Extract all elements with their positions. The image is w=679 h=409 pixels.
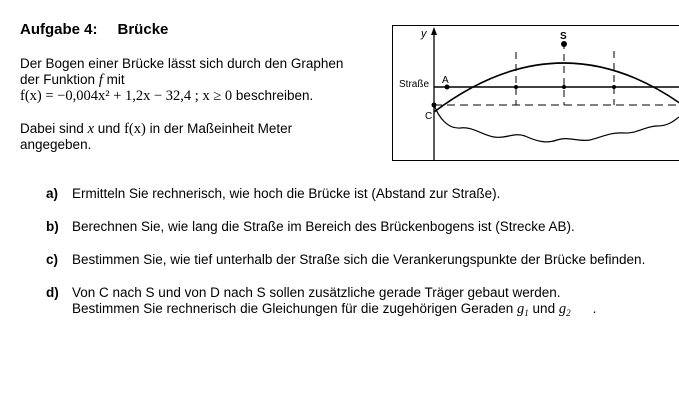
bridge-figure — [392, 25, 679, 161]
road-mark-1 — [514, 85, 518, 89]
intro-line-1: Der Bogen einer Brücke lässt sich durch den Graphen — [20, 56, 344, 71]
label-y: y — [421, 28, 427, 40]
label-a: A — [442, 75, 449, 86]
task-d — [46, 285, 646, 321]
line-g1: $g_1$ — [517, 301, 529, 318]
var-fx: f(x) — [124, 121, 146, 137]
function-letter: f — [98, 72, 103, 88]
task-heading — [20, 21, 168, 38]
task-a-text: Ermitteln Sie rechnerisch, wie hoch die Brücke ist (Abstand zur Straße). — [72, 186, 501, 201]
task-list — [46, 186, 646, 338]
task-b — [46, 219, 646, 235]
label-c: C — [425, 111, 433, 122]
function-formula: f(x) = −0,004x² + 1,2x − 32,4 ; x ≥ 0 — [20, 88, 233, 104]
task-a — [46, 186, 646, 202]
task-c-text: Bestimmen Sie, wie tief unterhalb der Straße sich die Verankerungspunkte der Brücke befinden. — [72, 252, 646, 267]
task-c — [46, 252, 646, 268]
road-mark-3 — [612, 85, 616, 89]
road-mark-2 — [562, 85, 566, 89]
task-a-label: a) — [46, 186, 59, 201]
intro-text — [20, 56, 370, 153]
units-line-1: Dabei sind x und f(x) in der Maßeinheit Meter — [20, 121, 293, 137]
bridge-diagram — [392, 25, 679, 161]
task-b-text: Berechnen Sie, wie lang die Straße im Bereich des Brückenbogens ist (Strecke AB). — [72, 219, 575, 234]
var-x: x — [87, 121, 94, 137]
label-strasse: Straße — [399, 79, 430, 90]
y-axis-arrow — [431, 27, 437, 35]
intro-line-2: der Funktion f mit — [20, 72, 125, 88]
task-title: Brücke — [117, 21, 169, 38]
ground-line — [434, 105, 679, 142]
task-number: Aufgabe 4: — [20, 21, 98, 38]
label-s: S — [560, 31, 567, 42]
line-g2: $g_2$ — [558, 301, 571, 318]
task-d-label: d) — [46, 285, 59, 300]
units-line-2: angegeben. — [20, 137, 92, 152]
task-d-text: Von C nach S und von D nach S sollen zusätzliche gerade Träger gebaut werden. Bestimmen Sie rechnerisch die Gleichungen für die zugehörigen Geraden $g_1$ und $g_2$ . — [72, 285, 597, 318]
formula-line: f(x) = −0,004x² + 1,2x − 32,4 ; x ≥ 0 beschreiben. — [20, 88, 314, 104]
task-c-label: c) — [46, 252, 59, 267]
task-b-label: b) — [46, 219, 59, 234]
